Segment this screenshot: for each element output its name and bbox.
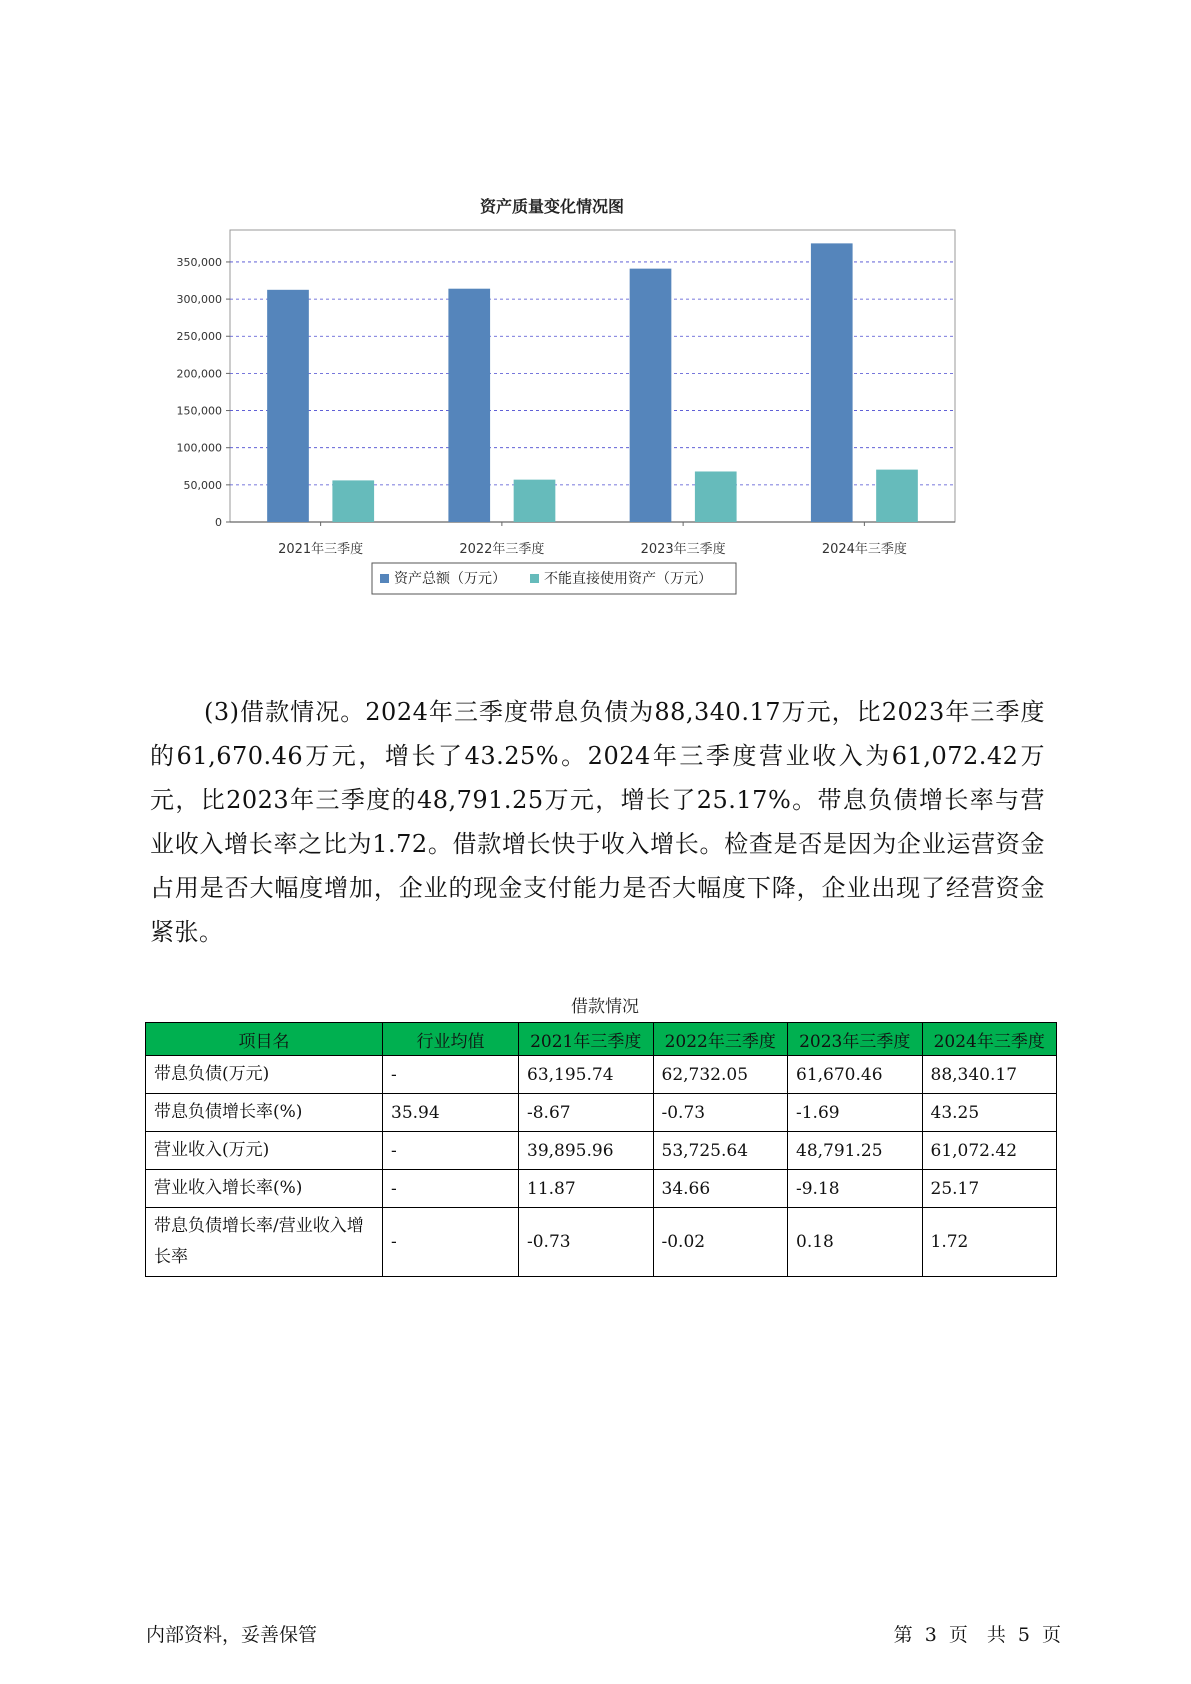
cell-2021-q3: -8.67 — [519, 1094, 654, 1132]
cell-2024-q3: 1.72 — [922, 1208, 1057, 1277]
row-label: 营业收入(万元) — [146, 1132, 383, 1170]
header-2021-q3: 2021年三季度 — [519, 1023, 654, 1056]
header-2024-q3: 2024年三季度 — [922, 1023, 1057, 1056]
cell-2023-q3: -1.69 — [788, 1094, 923, 1132]
table-header-row — [146, 1023, 1057, 1056]
bar-total-assets — [448, 289, 490, 522]
y-tick-label: 200,000 — [176, 367, 222, 381]
header-2022-q3: 2022年三季度 — [653, 1023, 788, 1056]
cell-industry-average: 35.94 — [383, 1094, 519, 1132]
row-label: 带息负债(万元) — [146, 1056, 383, 1094]
y-tick-label: 350,000 — [176, 255, 222, 269]
table-row — [146, 1208, 1057, 1277]
cell-industry-average: - — [383, 1132, 519, 1170]
y-tick-label: 250,000 — [176, 330, 222, 344]
table-caption: 借款情况 — [571, 997, 639, 1017]
x-category-label: 2022年三季度 — [459, 542, 545, 557]
cell-2021-q3: 63,195.74 — [519, 1056, 654, 1094]
cell-2021-q3: 11.87 — [519, 1170, 654, 1208]
cell-2024-q3: 61,072.42 — [922, 1132, 1057, 1170]
cell-2021-q3: 39,895.96 — [519, 1132, 654, 1170]
cell-2023-q3: 61,670.46 — [788, 1056, 923, 1094]
footer-page-number: 第 3 页 共 5 页 — [893, 1624, 1061, 1646]
cell-industry-average: - — [383, 1170, 519, 1208]
header-item-name: 项目名 — [146, 1023, 383, 1056]
y-tick-label: 300,000 — [176, 293, 222, 307]
cell-2022-q3: 53,725.64 — [653, 1132, 788, 1170]
x-category-label: 2021年三季度 — [278, 542, 364, 557]
cell-2021-q3: -0.73 — [519, 1208, 654, 1277]
cell-industry-average: - — [383, 1208, 519, 1277]
header-2023-q3: 2023年三季度 — [788, 1023, 923, 1056]
loan-situation-paragraph: (3)借款情况。2024年三季度带息负债为88,340.17万元，比2023年三季度的61,670.46万元，增长了43.25%。2024年三季度营业收入为61,072.42万元，比2023年三季度的48,791.25万元，增长了25.17%。带息负债增长率与营业收入增长率之比为1.72。借款增长快于收入增长。检查是否是因为企业运营资金占用是否大幅度增加，企业的现金支付能力是否大幅度下降，企业出现了经营资金紧张。 — [150, 698, 1045, 946]
chart-title: 资产质量变化情况图 — [479, 197, 625, 216]
cell-2022-q3: 34.66 — [653, 1170, 788, 1208]
bar-total-assets — [267, 290, 309, 522]
bar-unusable-assets — [876, 470, 918, 522]
cell-2023-q3: 48,791.25 — [788, 1132, 923, 1170]
legend-swatch — [380, 574, 389, 583]
bar-unusable-assets — [514, 480, 556, 522]
cell-2024-q3: 88,340.17 — [922, 1056, 1057, 1094]
y-tick-label: 0 — [215, 516, 222, 529]
x-category-label: 2023年三季度 — [640, 542, 726, 557]
legend-label: 资产总额（万元） — [394, 571, 506, 587]
cell-industry-average: - — [383, 1056, 519, 1094]
asset-quality-chart — [150, 195, 1040, 655]
bar-unusable-assets — [695, 471, 737, 522]
footer-confidential-note: 内部资料，妥善保管 — [146, 1624, 318, 1646]
x-category-label: 2024年三季度 — [821, 542, 907, 557]
cell-2023-q3: 0.18 — [788, 1208, 923, 1277]
row-label: 带息负债增长率(%) — [146, 1094, 383, 1132]
header-industry-average: 行业均值 — [383, 1023, 519, 1056]
bar-total-assets — [630, 269, 672, 522]
table-row — [146, 1170, 1057, 1208]
legend-swatch — [530, 574, 539, 583]
cell-2024-q3: 25.17 — [922, 1170, 1057, 1208]
row-label: 带息负债增长率/营业收入增长率 — [146, 1208, 383, 1277]
chart-svg — [150, 195, 1040, 655]
cell-2022-q3: -0.02 — [653, 1208, 788, 1277]
cell-2022-q3: 62,732.05 — [653, 1056, 788, 1094]
y-tick-label: 100,000 — [176, 441, 222, 455]
bar-total-assets — [811, 243, 853, 522]
y-tick-label: 50,000 — [183, 478, 222, 492]
loan-table — [145, 1022, 1057, 1277]
table-row — [146, 1094, 1057, 1132]
table-row — [146, 1056, 1057, 1094]
table-row — [146, 1132, 1057, 1170]
cell-2024-q3: 43.25 — [922, 1094, 1057, 1132]
legend-label: 不能直接使用资产（万元） — [544, 571, 712, 587]
bar-unusable-assets — [332, 480, 374, 522]
cell-2023-q3: -9.18 — [788, 1170, 923, 1208]
row-label: 营业收入增长率(%) — [146, 1170, 383, 1208]
y-tick-label: 150,000 — [176, 404, 222, 418]
cell-2022-q3: -0.73 — [653, 1094, 788, 1132]
